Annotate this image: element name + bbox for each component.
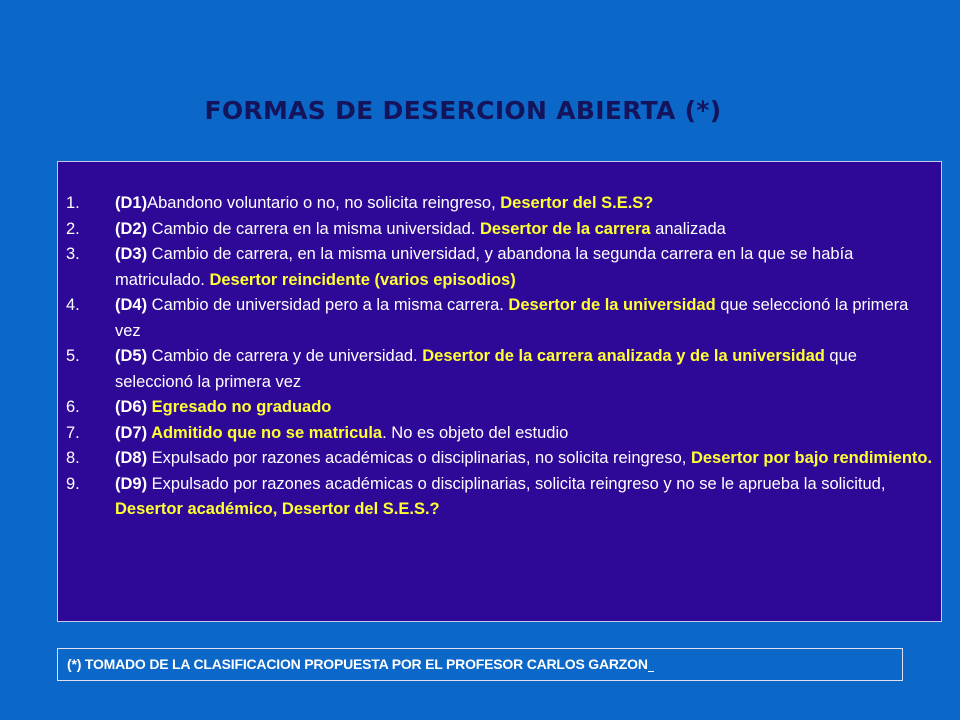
content-panel [57, 161, 942, 622]
list-item [66, 395, 938, 421]
list-item [66, 217, 938, 243]
list-item-number: 9. [66, 474, 80, 493]
list-item-text [115, 472, 938, 523]
slide-title: FORMAS DE DESERCION ABIERTA (*) [204, 96, 722, 125]
desertion-types-list [66, 191, 938, 523]
list-item-number: 8. [66, 449, 80, 467]
description-text: Cambio de carrera y de universidad. [151, 347, 423, 365]
description-text: Cambio de carrera en la misma universidad. [151, 219, 480, 238]
desertion-code: (D1) [115, 194, 148, 212]
source-note-box [57, 648, 903, 681]
description-text: Expulsado por razones académicas o disciplinarias, solicita reingreso y no se le aprueba la solicitud, [151, 474, 886, 493]
desertion-code: (D6) [115, 398, 152, 416]
list-item-text [115, 293, 938, 344]
highlighted-category: Admitido que no se matricula [151, 423, 383, 442]
description-text: Abandono voluntario o no, no solicita reingreso, [147, 194, 501, 212]
list-item-number: 6. [66, 398, 80, 416]
description-text: analizada [650, 219, 726, 238]
source-note [67, 656, 654, 672]
list-item-number: 2. [66, 219, 80, 238]
highlighted-category: Desertor por bajo rendimiento. [690, 449, 933, 467]
list-item-text [115, 446, 938, 472]
list-item-text [115, 344, 938, 395]
description-text: que seleccionó la primera vez [115, 347, 857, 391]
desertion-code: (D3) [115, 245, 152, 263]
highlighted-category: Desertor del S.E.S? [500, 194, 654, 212]
list-item-text [115, 191, 938, 217]
list-item-number: 1. [66, 194, 80, 212]
desertion-code: (D4) [115, 296, 152, 314]
highlighted-category: Desertor académico, Desertor del S.E.S.? [115, 500, 440, 518]
list-item-number: 5. [66, 347, 80, 365]
list-item [66, 242, 938, 293]
desertion-code: (D7) [115, 423, 152, 442]
highlighted-category: Desertor de la universidad [508, 296, 716, 314]
desertion-code: (D5) [115, 347, 152, 365]
list-item-number: 7. [66, 423, 80, 442]
hyperlink-marker[interactable] [648, 657, 654, 672]
desertion-code: (D2) [115, 219, 152, 238]
description-text: Cambio de carrera, en la misma universidad, y abandona la segunda carrera en la que se había matriculado. [115, 245, 854, 289]
list-item [66, 446, 938, 472]
description-text: Expulsado por razones académicas o disciplinarias, no solicita reingreso, [151, 449, 691, 467]
description-text: que seleccionó la primera vez [115, 296, 909, 340]
highlighted-category: Desertor reincidente (varios episodios) [209, 270, 516, 289]
list-item-number: 3. [66, 245, 80, 263]
list-item [66, 472, 938, 523]
highlighted-category: Desertor de la carrera [479, 219, 651, 238]
list-item-text [115, 395, 938, 421]
list-item-number: 4. [66, 296, 80, 314]
source-note-text: (*) TOMADO DE LA CLASIFICACION PROPUESTA POR EL PROFESOR CARLOS GARZON [67, 656, 648, 672]
list-item [66, 344, 938, 395]
list-item-text [115, 217, 938, 243]
description-text: . No es objeto del estudio [382, 423, 569, 442]
desertion-code: (D9) [115, 474, 152, 493]
list-item [66, 293, 938, 344]
list-item-text [115, 421, 938, 447]
list-item [66, 191, 938, 217]
list-item-text [115, 242, 938, 293]
description-text: Cambio de universidad pero a la misma carrera. [151, 296, 509, 314]
highlighted-category: Desertor de la carrera analizada y de la universidad [422, 347, 825, 365]
desertion-code: (D8) [115, 449, 152, 467]
list-item [66, 421, 938, 447]
highlighted-category: Egresado no graduado [151, 398, 332, 416]
